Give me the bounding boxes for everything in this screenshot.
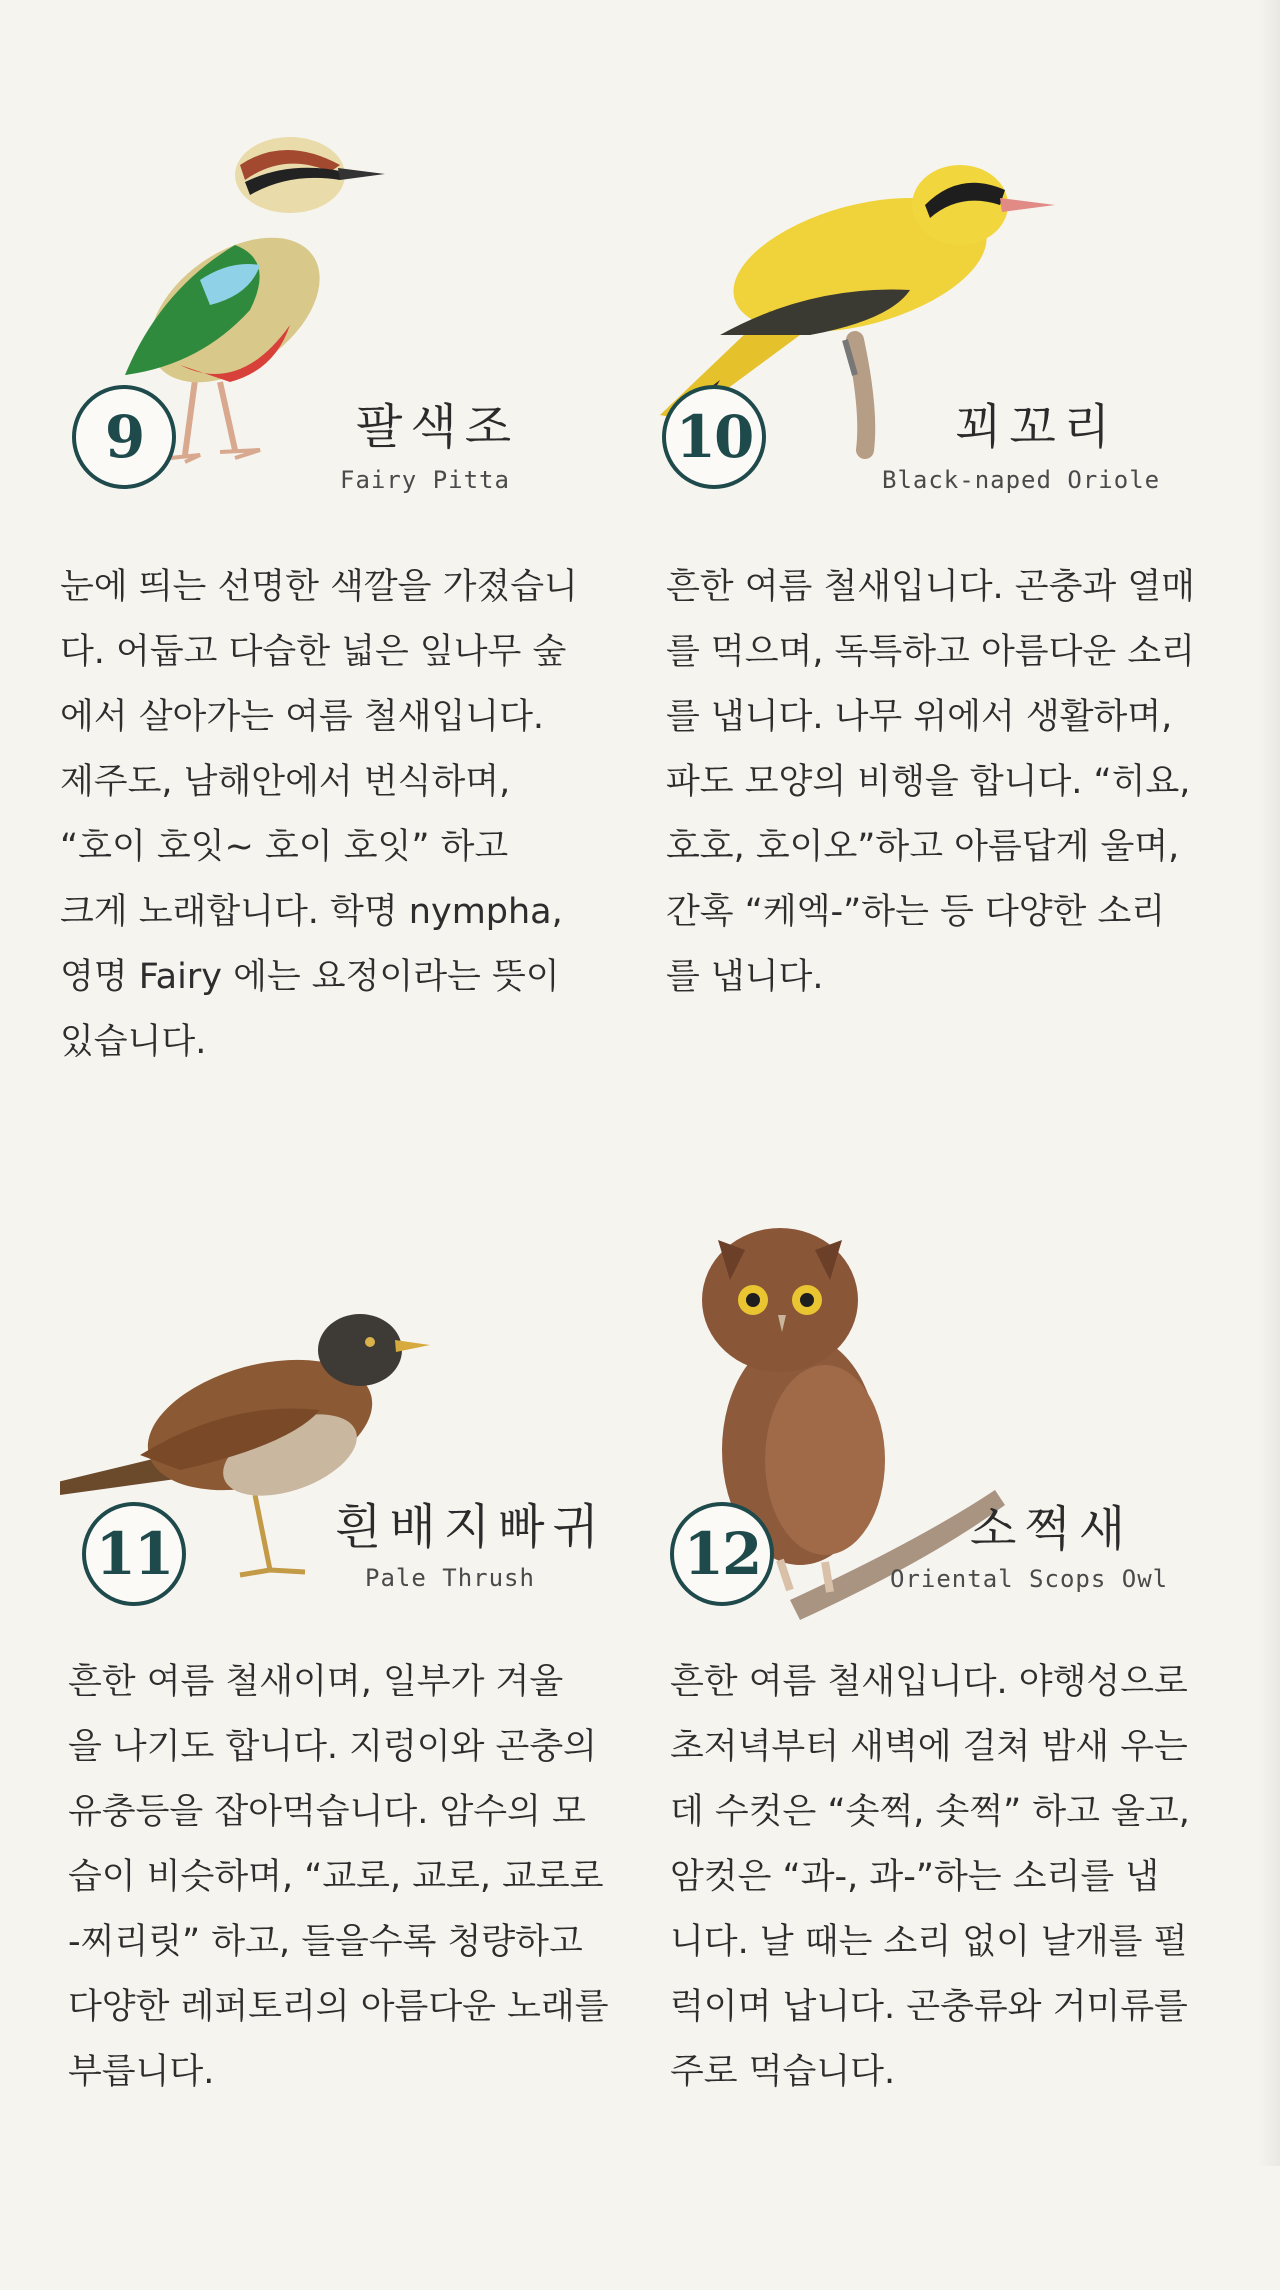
bird-number-badge: 10 xyxy=(662,385,766,489)
description-line: 흔한 여름 철새입니다. 곤충과 열매 xyxy=(666,567,1195,607)
description-line: 흔한 여름 철새이며, 일부가 겨울 xyxy=(68,1662,564,1702)
description-line: 를 냅니다. xyxy=(666,957,824,997)
description-line: 을 나기도 합니다. 지렁이와 곤충의 xyxy=(68,1727,597,1767)
bird-description xyxy=(666,555,1226,1010)
description-line: 다양한 레퍼토리의 아름다운 노래를 xyxy=(68,1987,609,2027)
description-line: 간혹 “케엑-”하는 등 다양한 소리 xyxy=(666,892,1166,932)
description-line: 파도 모양의 비행을 합니다. “히요, xyxy=(666,762,1191,802)
bird-description xyxy=(670,1650,1230,2105)
korean-bird-name: 소쩍새 xyxy=(970,1501,1134,1557)
bird-number-badge: 9 xyxy=(72,385,176,489)
description-line: 유충등을 잡아먹습니다. 암수의 모 xyxy=(68,1792,586,1832)
description-line: 영명 Fairy 에는 요정이라는 뜻이 xyxy=(60,957,560,997)
english-bird-name: Black-naped Oriole xyxy=(882,466,1161,494)
description-line: 니다. 날 때는 소리 없이 날개를 펄 xyxy=(670,1922,1188,1962)
page-edge-shadow xyxy=(1258,0,1280,2166)
bird-number-badge: 12 xyxy=(670,1502,774,1606)
description-line: 있습니다. xyxy=(60,1022,207,1062)
description-line: 호호, 호이오”하고 아름답게 울며, xyxy=(666,827,1180,867)
korean-bird-name: 흰배지빠귀 xyxy=(335,1499,607,1555)
description-line: 다. 어둡고 다습한 넓은 잎나무 숲 xyxy=(60,632,567,672)
bird-number-badge: 11 xyxy=(82,1502,186,1606)
description-line: 크게 노래합니다. 학명 nympha, xyxy=(60,892,563,932)
description-line: “호이 호잇~ 호이 호잇” 하고 xyxy=(60,827,509,867)
description-line: 흔한 여름 철새입니다. 야행성으로 xyxy=(670,1662,1188,1702)
description-line: 주로 먹습니다. xyxy=(670,2052,896,2092)
bird-description xyxy=(68,1650,628,2105)
description-line: 부릅니다. xyxy=(68,2052,215,2092)
description-line: 에서 살아가는 여름 철새입니다. xyxy=(60,697,545,737)
bird-card-10 xyxy=(660,110,1260,1160)
description-line: 암컷은 “과-, 과-”하는 소리를 냅 xyxy=(670,1857,1160,1897)
korean-bird-name: 꾀꼬리 xyxy=(955,399,1119,455)
description-line: 럭이며 납니다. 곤충류와 거미류를 xyxy=(670,1987,1188,2027)
bird-description xyxy=(60,555,620,1075)
korean-bird-name: 팔색조 xyxy=(356,399,520,455)
description-line: 를 먹으며, 독특하고 아름다운 소리 xyxy=(666,632,1195,672)
description-line: -찌리릿” 하고, 들을수록 청량하고 xyxy=(68,1922,583,1962)
description-line: 를 냅니다. 나무 위에서 생활하며, xyxy=(666,697,1173,737)
english-bird-name: Pale Thrush xyxy=(365,1564,535,1592)
english-bird-name: Oriental Scops Owl xyxy=(890,1565,1169,1593)
description-line: 습이 비슷하며, “교로, 교로, 교로로 xyxy=(68,1857,604,1897)
bird-card-12 xyxy=(660,1240,1260,2290)
bird-card-9 xyxy=(60,110,660,1160)
description-line: 초저녁부터 새벽에 걸쳐 밤새 우는 xyxy=(670,1727,1188,1767)
bird-card-11 xyxy=(60,1240,660,2290)
english-bird-name: Fairy Pitta xyxy=(340,466,510,494)
description-line: 눈에 띄는 선명한 색깔을 가졌습니 xyxy=(60,567,578,607)
description-line: 데 수컷은 “솟쩍, 솟쩍” 하고 울고, xyxy=(670,1792,1190,1832)
description-line: 제주도, 남해안에서 번식하며, xyxy=(60,762,511,802)
